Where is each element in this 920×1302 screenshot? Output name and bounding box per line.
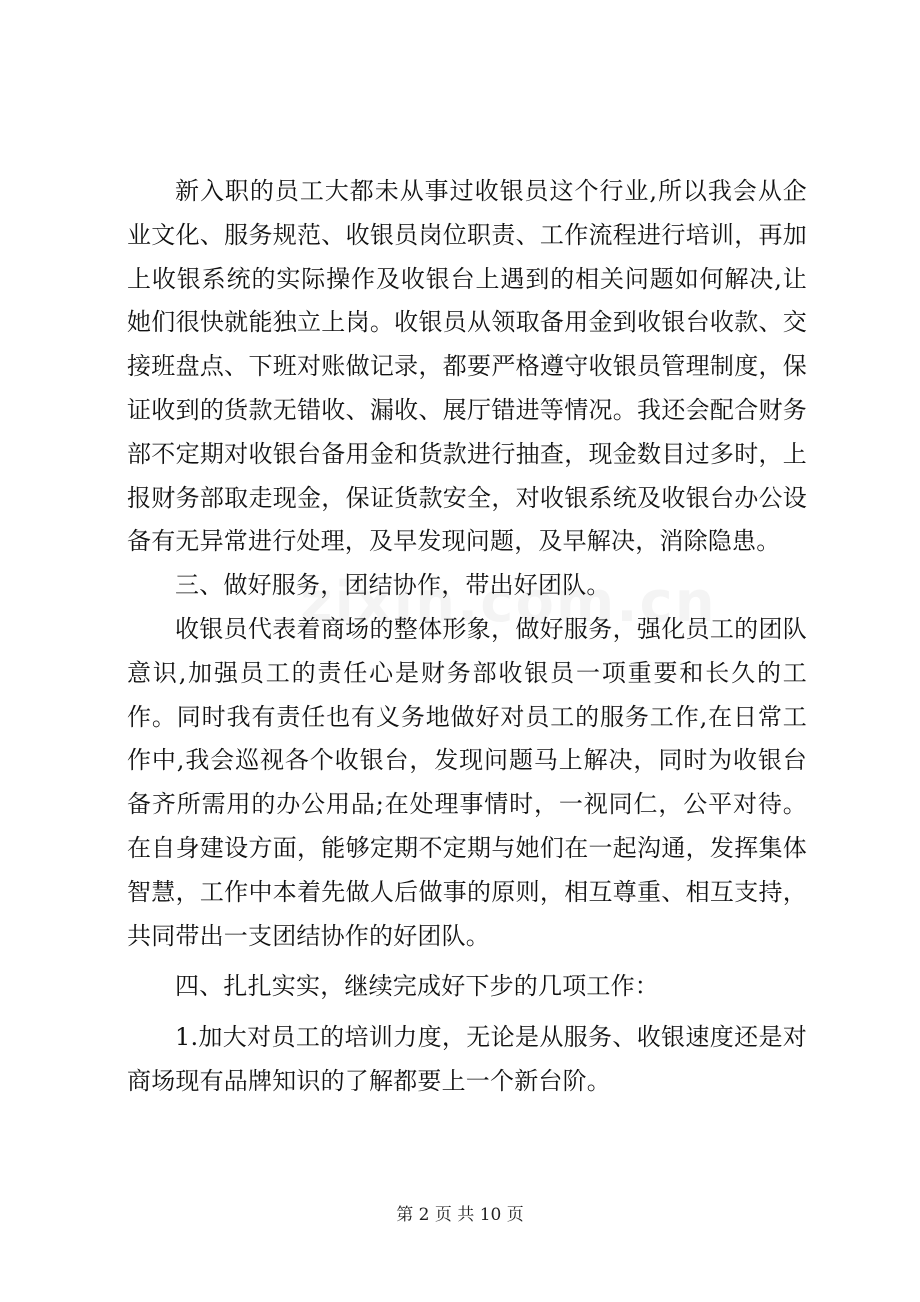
- section-heading-three: 三、做好服务，团结协作，带出好团队。: [175, 571, 611, 600]
- paragraph-service: 收银员代表着商场的整体形象，做好服务，强化员工的团队意识,加强员工的责任心是财务部收银员一项重要和长久的工作。同时我有责任也有义务地做好对员工的服务工作,在日常工作中,我会巡视各个收银台，发现问题马上解决，同时为收银台备齐所需用的办公用品;在处理事情时，一视同仁，公平对待。在自身建设方面，能够定期不定期与她们在一起沟通，发挥集体智慧，工作中本着先做人后做事的原则，相互尊重、相互支持，共同带出一支团结协作的好团队。: [127, 614, 807, 950]
- document-body: [127, 170, 807, 1104]
- paragraph-training: 新入职的员工大都未从事过收银员这个行业,所以我会从企业文化、服务规范、收银员岗位职责、工作流程进行培训，再加上收银系统的实际操作及收银台上遇到的相关问题如何解决,让她们很快就能独立上岗。收银员从领取备用金到收银台收款、交接班盘点、下班对账做记录，都要严格遵守收银员管理制度，保证收到的货款无错收、漏收、展厅错进等情况。我还会配合财务部不定期对收银台备用金和货款进行抽查，现金数目过多时，上报财务部取走现金，保证货款安全，对收银系统及收银台办公设备有无异常进行处理，及早发现问题，及早解决，消除隐患。: [127, 177, 807, 556]
- list-item-1: 1.加大对员工的培训力度，无论是从服务、收银速度还是对商场现有品牌知识的了解都要上一个新台阶。: [127, 1023, 807, 1095]
- page-number-footer: 第 2 页 共 10 页: [396, 1205, 524, 1225]
- section-heading-four: 四、扎扎实实，继续完成好下步的几项工作：: [175, 972, 659, 1001]
